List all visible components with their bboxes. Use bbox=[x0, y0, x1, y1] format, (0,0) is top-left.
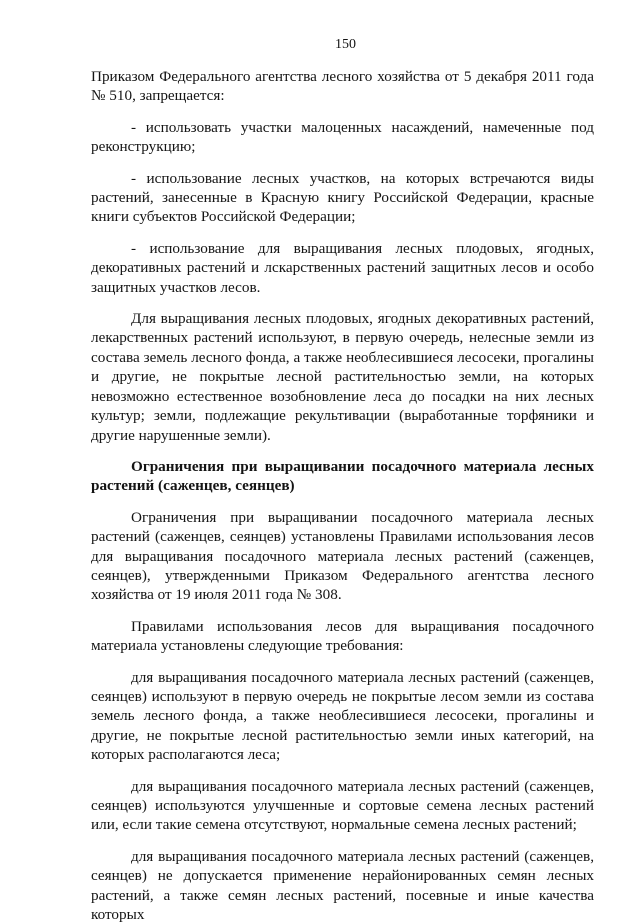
list-item-protective-forests: - использование для выращивания лесных плодовых, ягодных, декоративных растений и лскарственных растений защитных лесов и особо защитных участков лесов. bbox=[91, 239, 594, 296]
requirement-item-seeds: для выращивания посадочного материала лесных растений (саженцев, сеянцев) используются улучшенные и сортовые семена лесных растений или, если такие семена отсутствуют, нормальные семена лесных растений; bbox=[91, 777, 594, 834]
list-item-reconstruction: - использовать участки малоценных насаждений, намеченные под реконструкцию; bbox=[91, 118, 594, 156]
list-item-red-book: - использование лесных участков, на которых встречаются виды растений, занесенные в Красную книгу Российской Федерации, красные книги субъектов Российской Федерации; bbox=[91, 169, 594, 226]
body-paragraph-restrictions: Ограничения при выращивании посадочного материала лесных растений (саженцев, сеянцев) установлены Правилами использования лесов для выращивания посадочного материала лесных растений (саженцев, сеянцев), утвержденными Приказом Федерального агентства лесного хозяйства от 19 июля 2011 года № 308. bbox=[91, 508, 594, 604]
document-page bbox=[91, 36, 594, 924]
requirement-item-non-regional-seeds: для выращивания посадочного материала лесных растений (саженцев, сеянцев) не допускается применение нерайонированных семян лесных растений, а также семян лесных растений, посевные и иные качества которых bbox=[91, 847, 594, 924]
section-heading: Ограничения при выращивании посадочного материала лесных растений (саженцев, сеянцев) bbox=[91, 457, 594, 495]
page-number: 150 bbox=[335, 37, 356, 52]
body-paragraph-cultivation-lands: Для выращивания лесных плодовых, ягодных декоративных растений, лекарственных растений используют, в первую очередь, нелесные земли из состава земель лесного фонда, а также необлесившиеся лесосеки, прогалины и другие, не покрытые лесной растительностью земли, на которых невозможно естественное возобновление леса до посадки на них лесных культур; земли, подлежащие рекультивации (выработанные торфяники и другие нарушенные земли). bbox=[91, 310, 594, 444]
requirement-item-lands: для выращивания посадочного материала лесных растений (саженцев, сеянцев) используют в первую очередь не покрытые лесом земли из состава земель лесного фонда, а также необлесившиеся лесосеки, прогалины и другие, не покрытые лесной растительностью земли иных категорий, на которых располагаются леса; bbox=[91, 668, 594, 764]
intro-paragraph: Приказом Федерального агентства лесного хозяйства от 5 декабря 2011 года № 510, запрещается: bbox=[91, 68, 594, 105]
body-paragraph-requirements: Правилами использования лесов для выращивания посадочного материала установлены следующие требования: bbox=[91, 617, 594, 655]
